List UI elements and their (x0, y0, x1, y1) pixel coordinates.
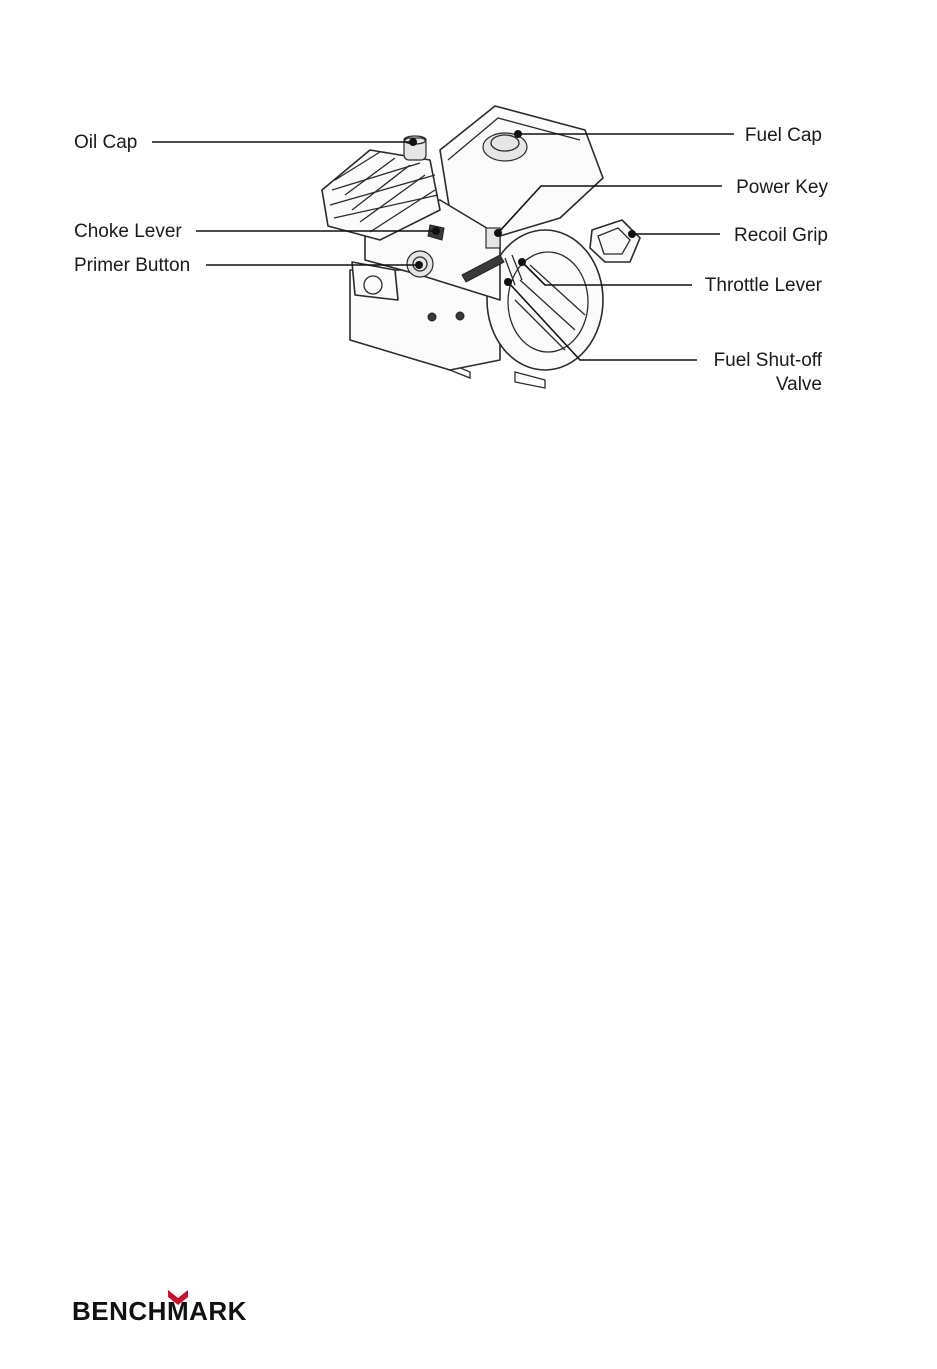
label-throttle-lever: Throttle Lever (704, 275, 822, 296)
label-oil-cap: Oil Cap (74, 132, 138, 153)
engine-parts-diagram (0, 0, 937, 420)
throttle-lever-dot (518, 258, 526, 266)
label-choke-lever: Choke Lever (74, 221, 182, 242)
choke-lever-dot (432, 227, 440, 235)
primer-button-dot (415, 261, 423, 269)
recoil-grip-dot (628, 230, 636, 238)
engine-illustration (322, 106, 640, 388)
fuel-cap-dot (514, 130, 522, 138)
oil-cap-dot (409, 138, 417, 146)
label-fuel-cap: Fuel Cap (744, 125, 822, 146)
brand-name: BENCHMARK (72, 1296, 247, 1326)
power-key-dot (494, 229, 502, 237)
label-primer-button: Primer Button (74, 255, 191, 276)
label-recoil-grip: Recoil Grip (734, 225, 828, 246)
label-fuel-shutoff-line1: Fuel Shut-off (713, 350, 822, 371)
label-fuel-shutoff-line2: Valve (775, 374, 822, 395)
fuel-shutoff-dot (504, 278, 512, 286)
label-power-key: Power Key (736, 177, 828, 198)
